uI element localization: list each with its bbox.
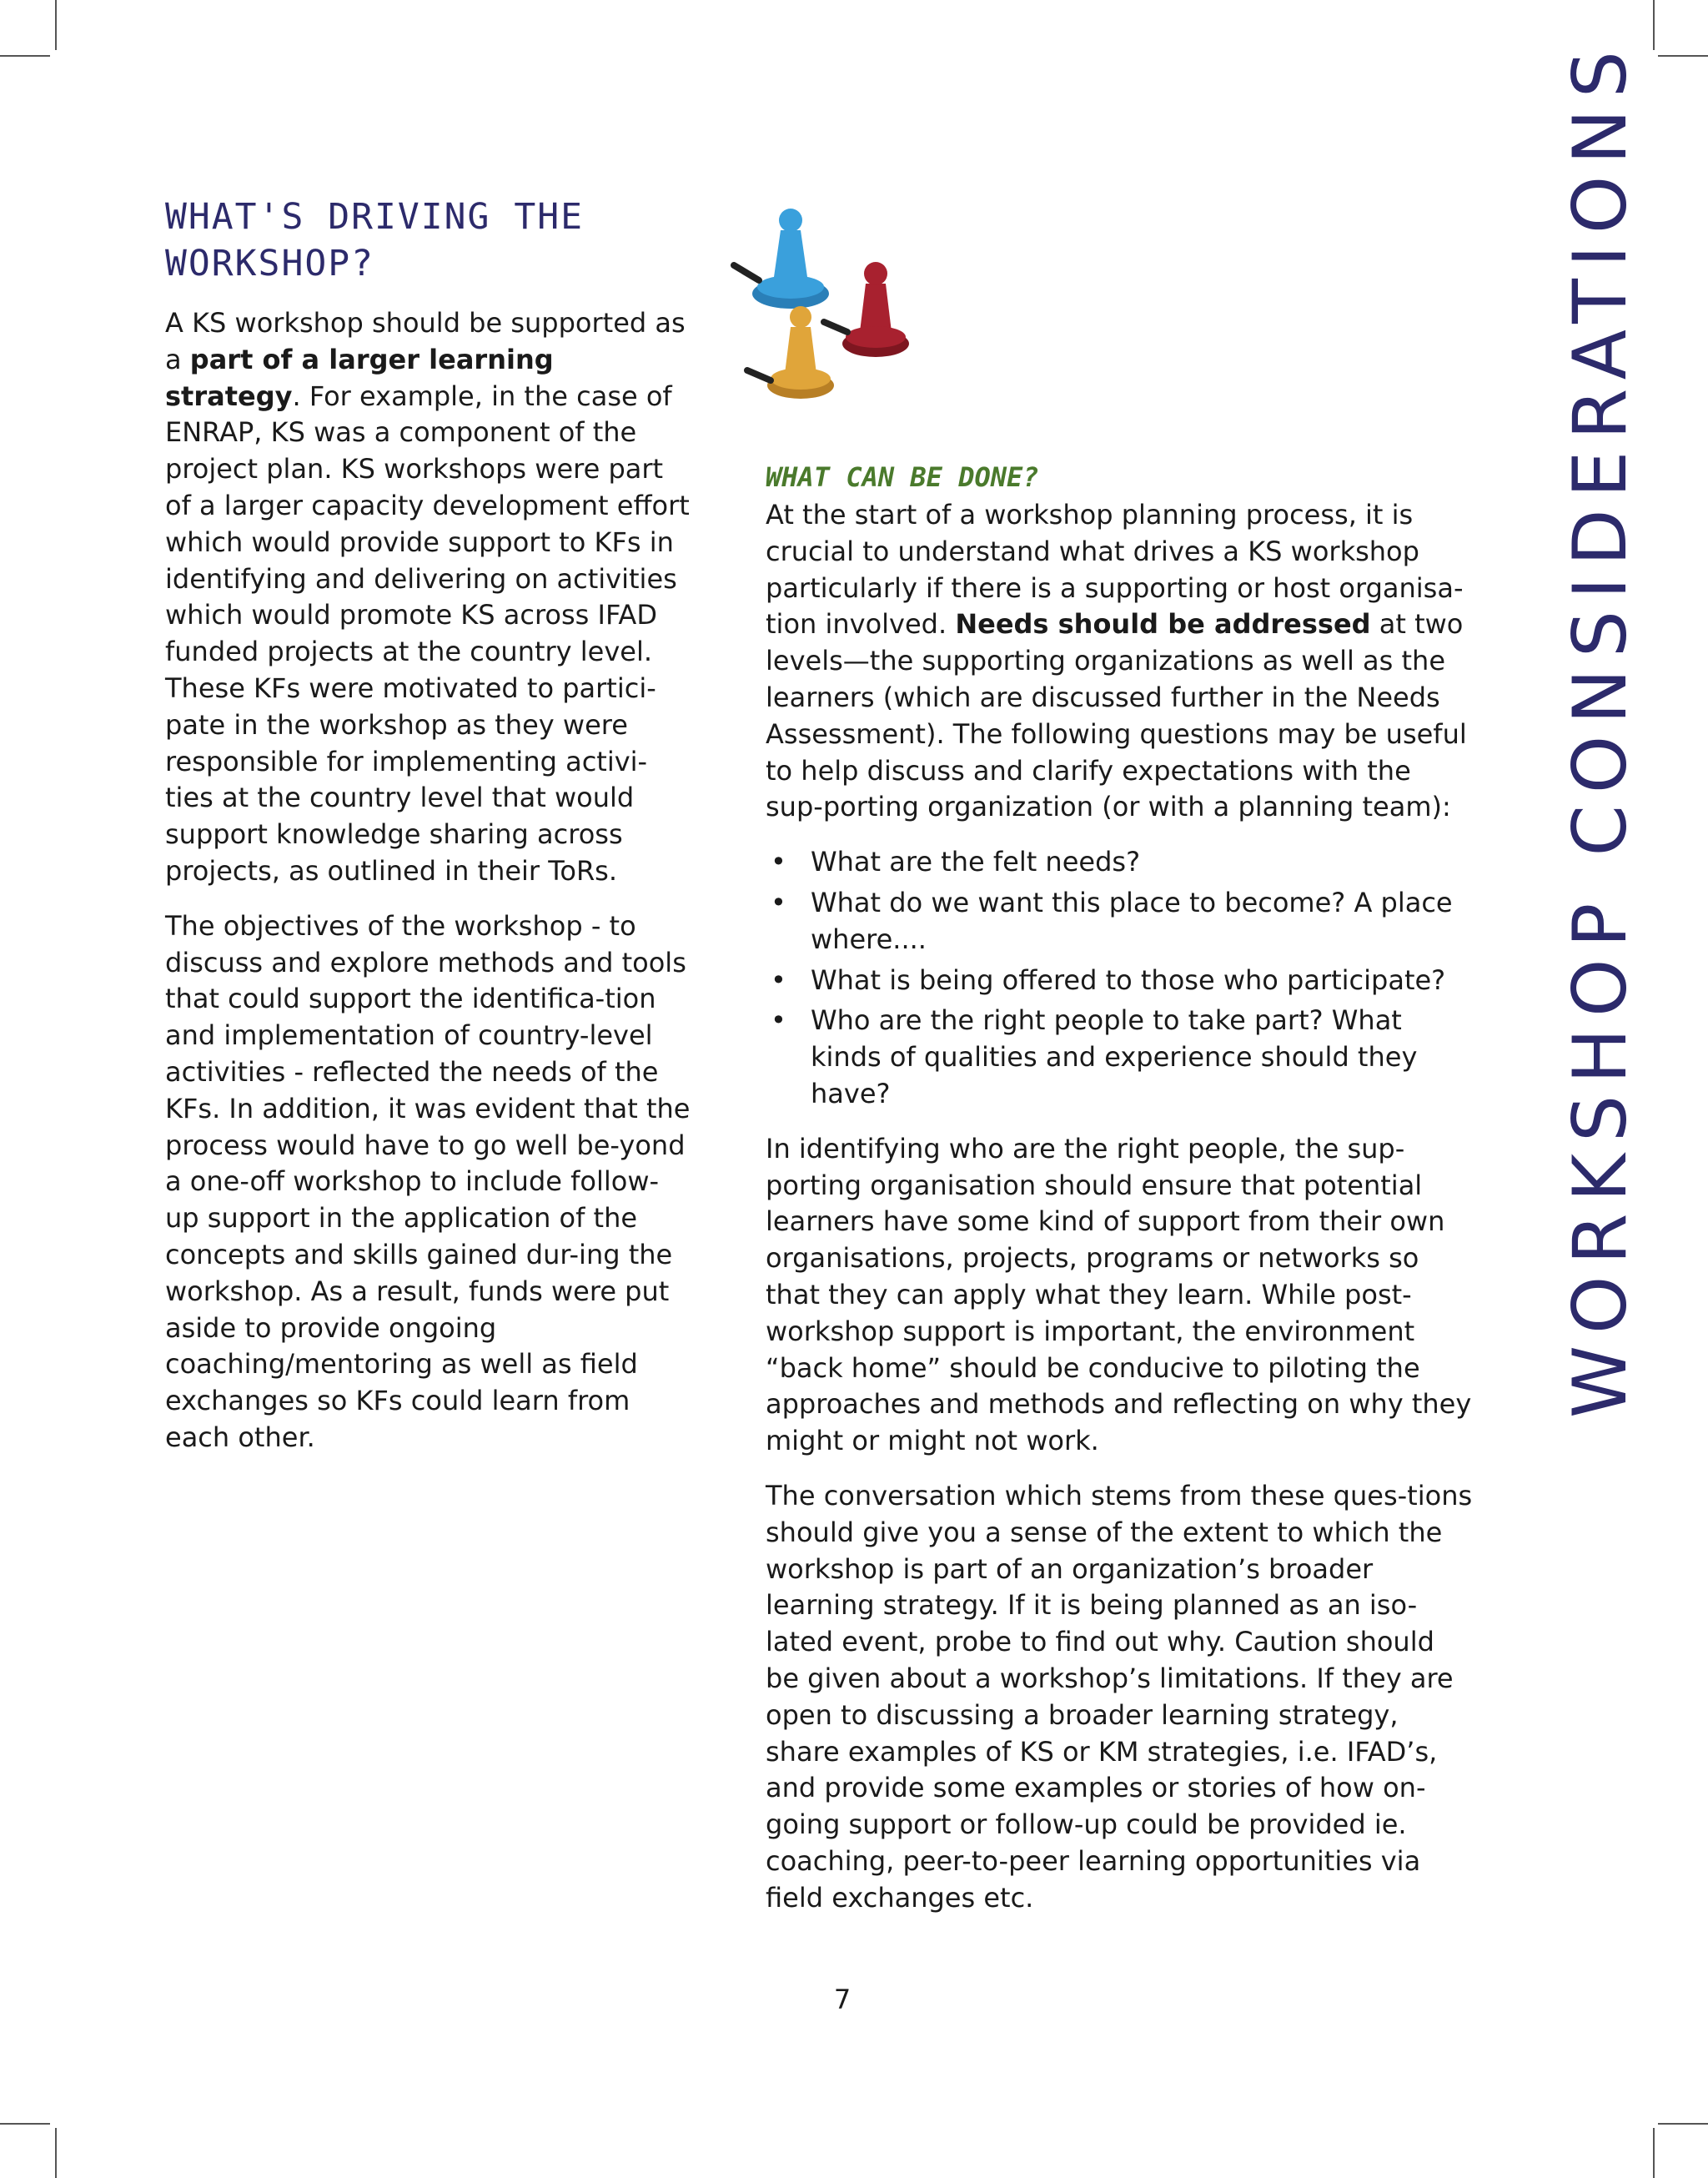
- crop-mark: [0, 55, 50, 57]
- section-heading: WHAT'S DRIVING THE WORKSHOP?: [165, 196, 584, 284]
- list-item: • What is being offered to those who participate?: [766, 963, 1476, 999]
- left-column: [165, 194, 691, 1475]
- bold-phrase: Needs should be addressed: [955, 608, 1371, 641]
- crop-mark: [1658, 55, 1708, 57]
- list-item: • What are the felt needs?: [766, 844, 1476, 881]
- paragraph: A KS workshop should be supported as a part of a larger learning strategy. For example, in the case of ENRAP, KS was a component of the project plan. KS workshops were part of a larger capacity development effort which would provide support to KFs in identifying and delivering on activities which would promote KS across IFAD funded projects at the country level. These KFs were motivated to partici-pate in the workshop as they were responsible for implementing activi-ties at the country level that would support knowledge sharing across projects, as outlined in their ToRs.: [165, 307, 690, 887]
- crop-mark: [0, 2123, 50, 2125]
- bold-phrase: part of a larger learning strategy: [165, 343, 554, 412]
- subsection-heading: WHAT CAN BE DONE?: [766, 461, 1039, 493]
- paragraph: The conversation which stems from these ques-tions should give you a sense of the extent to which the workshop is part of an organization’s broader learning strategy. If it is being planned as an iso-lated event, probe to find out why. Caution should be given about a workshop’s limitations. If they are open to discussing a broader learning strategy, share examples of KS or KM strategies, i.e. IFAD’s, and provide some examples or stories of how on-going support or follow-up could be provided ie. coaching, peer-to-peer learning opportunities via field exchanges etc.: [766, 1479, 1473, 1914]
- section-side-title: WORKSHOP CONSIDERATIONS: [1557, 39, 1643, 1418]
- blue-game-piece-icon: [734, 209, 829, 309]
- crop-mark: [55, 2128, 57, 2178]
- crop-mark: [1653, 2128, 1655, 2178]
- list-item: • What do we want this place to become? A place where....: [766, 885, 1476, 958]
- paragraph: In identifying who are the right people, the sup-porting organisation should ensure that potential learners have some kind of support from their own organisations, projects, programs or networks so that they can apply what they learn. While post-workshop support is important, the environment “back home” should be conducive to piloting the approaches and methods and reflecting on why they might or might not work.: [766, 1132, 1472, 1457]
- right-column: [766, 460, 1476, 1934]
- crop-mark: [1653, 0, 1655, 50]
- game-pieces-illustration: [726, 197, 951, 422]
- crop-mark: [55, 0, 57, 50]
- yellow-game-piece-icon: [747, 306, 834, 399]
- list-item: • Who are the right people to take part? What kinds of qualities and experience should they have?: [766, 1003, 1476, 1112]
- crop-mark: [1658, 2123, 1708, 2125]
- paragraph: The objectives of the workshop - to discuss and explore methods and tools that could support the identifica-tion and implementation of country-level activities - reflected the needs of the KFs. In addition, it was evident that the process would have to go well be-yond a one-off workshop to include follow-up support in the application of the concepts and skills gained dur-ing the workshop. As a result, funds were put aside to provide ongoing coaching/mentoring as well as field exchanges so KFs could learn from each other.: [165, 909, 691, 1453]
- paragraph: At the start of a workshop planning process, it is crucial to understand what drives a KS workshop particularly if there is a supporting or host organisa-tion involved. Needs should be addressed at two levels—the supporting organizations as well as the learners (which are discussed further in the Needs Assessment). The following questions may be useful to help discuss and clarify expectations with the sup-porting organization (or with a planning team):: [766, 499, 1467, 823]
- question-list: [766, 844, 1476, 1113]
- page-number: 7: [833, 1984, 851, 2015]
- red-game-piece-icon: [824, 262, 909, 357]
